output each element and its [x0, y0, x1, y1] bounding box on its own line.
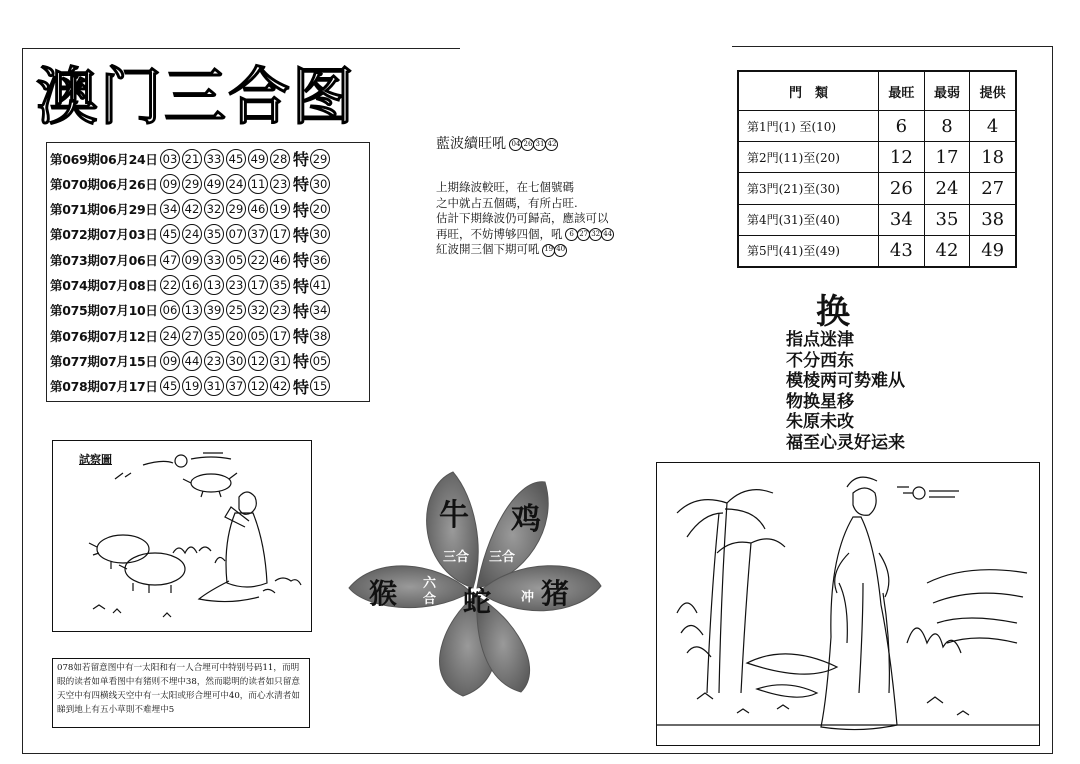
special-label: 特: [293, 352, 310, 372]
small-number-ball: 19: [542, 244, 555, 257]
lady-head-icon: [853, 488, 876, 515]
draw-label: 第077期07月15日: [50, 353, 158, 369]
frame-line-top-left: [22, 48, 460, 49]
pigs-scholar-illustration: [53, 441, 311, 631]
draw-label: 第078期07月17日: [50, 379, 158, 395]
riddle-note: 078如若留意图中有一太阳和有一人合埋可中特别号码11，而明眼的读者如单看图中有猪则不埋中38，然而聪明的读者如只留意天空中有四横线天空中有一太阳或形合埋可中40，而心水清者如睇到地上有五小草則不难埋中5: [52, 658, 310, 728]
draw-row: [50, 323, 368, 348]
riddle-picture-pigs: [52, 440, 312, 632]
row-max: 34: [879, 204, 925, 235]
number-ball: 37: [226, 376, 246, 396]
special-number-ball: 05: [310, 351, 330, 371]
number-ball: 19: [270, 199, 290, 219]
row-category: 第2門(11)至(20): [739, 142, 879, 173]
special-number-ball: 41: [310, 275, 330, 295]
row-offer: 38: [970, 204, 1016, 235]
paragraph-line-4: [436, 227, 676, 243]
analysis-paragraph: [436, 180, 676, 258]
draw-label: 第071期06月29日: [50, 202, 158, 218]
number-ball: 20: [226, 326, 246, 346]
frame-line-bottom: [22, 753, 1053, 754]
special-label: 特: [293, 225, 310, 245]
number-ball: 29: [182, 174, 202, 194]
small-number-ball: 40: [554, 244, 567, 257]
poem-line-1: 指点迷津: [786, 330, 854, 350]
picture-caption: 試察圖: [79, 453, 112, 466]
row-max: 26: [879, 173, 925, 204]
number-ball: 49: [248, 149, 268, 169]
draw-row: [50, 374, 368, 399]
number-ball: 23: [204, 351, 224, 371]
number-ball: 32: [248, 300, 268, 320]
header-max: 最旺: [879, 72, 925, 111]
special-label: 特: [293, 276, 310, 296]
paragraph-line-3: 估計下期綠波仍可歸高，應該可以: [436, 211, 609, 225]
small-number-ball: 44: [601, 228, 614, 241]
number-ball: 29: [226, 199, 246, 219]
draw-label: 第072期07月03日: [50, 227, 158, 243]
number-ball: 07: [226, 224, 246, 244]
number-ball: 21: [182, 149, 202, 169]
draw-row: [50, 222, 368, 247]
number-ball: 13: [182, 300, 202, 320]
draw-history-list: [46, 142, 370, 402]
draw-label: 第076期07月12日: [50, 328, 158, 344]
number-ball: 42: [270, 376, 290, 396]
number-ball: 09: [182, 250, 202, 270]
special-label: 特: [293, 327, 310, 347]
number-ball: 31: [204, 376, 224, 396]
number-ball: 35: [270, 275, 290, 295]
frame-line-top-right: [732, 46, 1052, 47]
pig-icon: [97, 535, 149, 563]
number-ball: 13: [204, 275, 224, 295]
small-number-ball: 31: [533, 138, 546, 151]
number-ball: 45: [160, 376, 180, 396]
draw-label: 第073期07月06日: [50, 252, 158, 268]
blue-wave-title: 藍波續旺吼: [436, 136, 506, 152]
row-offer: 27: [970, 173, 1016, 204]
special-number-ball: 20: [310, 199, 330, 219]
row-min: 42: [924, 235, 970, 266]
sun-icon: [913, 487, 925, 499]
row-offer: 49: [970, 235, 1016, 266]
number-ball: 05: [226, 250, 246, 270]
draw-label: 第075期07月10日: [50, 303, 158, 319]
row-category: 第5門(41)至(49): [739, 235, 879, 266]
number-ball: 28: [270, 149, 290, 169]
special-number-ball: 30: [310, 224, 330, 244]
number-ball: 24: [182, 224, 202, 244]
paragraph-line-2: 之中就占五個碼，有所占旺.: [436, 195, 578, 210]
zodiac-flower: [345, 468, 605, 700]
special-label: 特: [293, 200, 310, 220]
row-category: 第3門(21)至(30): [739, 173, 879, 204]
draw-row: [50, 146, 368, 171]
special-number-ball: 30: [310, 174, 330, 194]
draw-label: 第069期06月24日: [50, 151, 158, 167]
special-label: 特: [293, 175, 310, 195]
number-ball: 25: [226, 300, 246, 320]
small-number-ball: 6: [565, 228, 578, 241]
number-ball: 22: [248, 250, 268, 270]
draw-row: [50, 197, 368, 222]
number-ball: 12: [248, 351, 268, 371]
row-max: 12: [879, 142, 925, 173]
zodiac-snake: 蛇: [463, 585, 492, 618]
number-ball: 35: [204, 224, 224, 244]
poem-line-4: 物换星移: [786, 391, 854, 412]
number-ball: 44: [182, 351, 202, 371]
special-label: 特: [293, 150, 310, 169]
small-number-ball: 32: [589, 228, 602, 241]
pig-icon: [125, 553, 185, 585]
chong-label: 冲: [521, 590, 535, 605]
number-ball: 06: [160, 300, 180, 320]
number-ball: 17: [270, 224, 290, 244]
poem-line-2: 不分西东: [786, 350, 854, 371]
special-label: 特: [293, 377, 310, 397]
frame-line-left: [22, 48, 23, 754]
sanhe-label-right: 三合: [489, 550, 516, 565]
number-ball: 03: [160, 149, 180, 169]
special-number-ball: 29: [310, 149, 330, 169]
small-number-ball: 26: [521, 138, 534, 151]
number-ball: 09: [160, 174, 180, 194]
page-title: 澳门三合图: [36, 60, 357, 133]
number-ball: 33: [204, 250, 224, 270]
header-category: 門 類: [739, 72, 879, 111]
liuhe-label: 六合: [423, 576, 437, 607]
number-ball: 32: [204, 199, 224, 219]
draw-row: [50, 247, 368, 272]
special-label: 特: [293, 301, 310, 321]
number-ball: 09: [160, 351, 180, 371]
zodiac-rooster: 鸡: [511, 502, 541, 537]
row-max: 6: [879, 111, 925, 142]
blue-wave-heading: [436, 133, 558, 153]
small-number-ball: 04: [509, 138, 522, 151]
zodiac-monkey: 猴: [369, 577, 398, 610]
number-ball: 42: [182, 199, 202, 219]
zodiac-pig: 猪: [541, 577, 570, 610]
blue-wave-numbers: [510, 136, 558, 152]
number-ball: 47: [160, 250, 180, 270]
row-min: 24: [924, 173, 970, 204]
poem-line-3: 模棱两可势难从: [786, 371, 905, 391]
small-number-ball: 27: [577, 228, 590, 241]
number-ball: 34: [160, 199, 180, 219]
number-ball: 39: [204, 300, 224, 320]
draw-row: [50, 273, 368, 298]
row-min: 35: [924, 204, 970, 235]
lady-garden-picture: [656, 462, 1040, 746]
paragraph-line-4-text: 再旺，不妨博够四個，吼: [436, 226, 563, 241]
frame-line-right: [1052, 46, 1053, 754]
draw-label: 第074期07月08日: [50, 278, 158, 293]
number-ball: 45: [160, 224, 180, 244]
small-number-ball: 42: [545, 138, 558, 151]
number-ball: 22: [160, 275, 180, 295]
number-ball: 46: [248, 199, 268, 219]
number-ball: 16: [182, 275, 202, 295]
table-row: [739, 111, 1016, 142]
row-max: 43: [879, 235, 925, 266]
number-ball: 19: [182, 376, 202, 396]
lady-garden-illustration: [657, 463, 1039, 745]
row-min: 17: [924, 142, 970, 173]
paragraph-line-1: 上期綠波較旺，在七個號碼: [436, 180, 574, 194]
special-number-ball: 34: [310, 300, 330, 320]
special-number-ball: 15: [310, 376, 330, 396]
row-category: 第1門(1) 至(10): [739, 111, 879, 142]
number-ball: 23: [226, 275, 246, 295]
row-offer: 18: [970, 142, 1016, 173]
number-ball: 45: [226, 149, 246, 169]
special-label: 特: [293, 251, 310, 271]
number-ball: 23: [270, 174, 290, 194]
number-ball: 12: [248, 376, 268, 396]
special-number-ball: 36: [310, 250, 330, 270]
palm-tree-icon: [707, 503, 727, 693]
number-ball: 31: [270, 351, 290, 371]
table-row: [739, 173, 1016, 204]
row-min: 8: [924, 111, 970, 142]
row-offer: 4: [970, 111, 1016, 142]
number-ball: 11: [248, 174, 268, 194]
number-ball: 24: [226, 174, 246, 194]
number-ball: 17: [270, 326, 290, 346]
sun-icon: [175, 455, 187, 467]
door-table: [737, 70, 1017, 268]
number-ball: 17: [248, 275, 268, 295]
paragraph-line-5: [436, 242, 676, 258]
palm-tree-icon: [741, 543, 751, 693]
draw-row: [50, 348, 368, 373]
poem-line-6: 福至心灵好运来: [786, 432, 905, 453]
table-row: [739, 235, 1016, 266]
zodiac-ox: 牛: [439, 498, 469, 533]
paragraph-line-5-text: 紅波開三個下期可吼: [436, 242, 540, 256]
number-ball: 23: [270, 300, 290, 320]
number-ball: 30: [226, 351, 246, 371]
number-ball: 49: [204, 174, 224, 194]
header-offer: 提供: [970, 72, 1016, 111]
flying-pig-icon: [191, 474, 231, 492]
draw-row: [50, 298, 368, 323]
huan-heading: 换: [816, 292, 850, 332]
number-ball: 35: [204, 326, 224, 346]
number-ball: 33: [204, 149, 224, 169]
row-category: 第4門(31)至(40): [739, 204, 879, 235]
scholar-head-icon: [239, 492, 256, 514]
table-row: [739, 142, 1016, 173]
poem-line-5: 朱原未改: [786, 412, 854, 432]
number-ball: 46: [270, 250, 290, 270]
table-row: [739, 204, 1016, 235]
number-ball: 05: [248, 326, 268, 346]
sanhe-label-left: 三合: [443, 550, 470, 565]
special-number-ball: 38: [310, 326, 330, 346]
number-ball: 37: [248, 224, 268, 244]
draw-label: 第070期06月26日: [50, 176, 158, 192]
draw-row: [50, 171, 368, 196]
header-min: 最弱: [924, 72, 970, 111]
number-ball: 27: [182, 326, 202, 346]
paragraph-line-5-numbers: [543, 242, 567, 256]
paragraph-line-4-numbers: [566, 227, 614, 241]
poem: [786, 330, 905, 453]
number-ball: 24: [160, 326, 180, 346]
